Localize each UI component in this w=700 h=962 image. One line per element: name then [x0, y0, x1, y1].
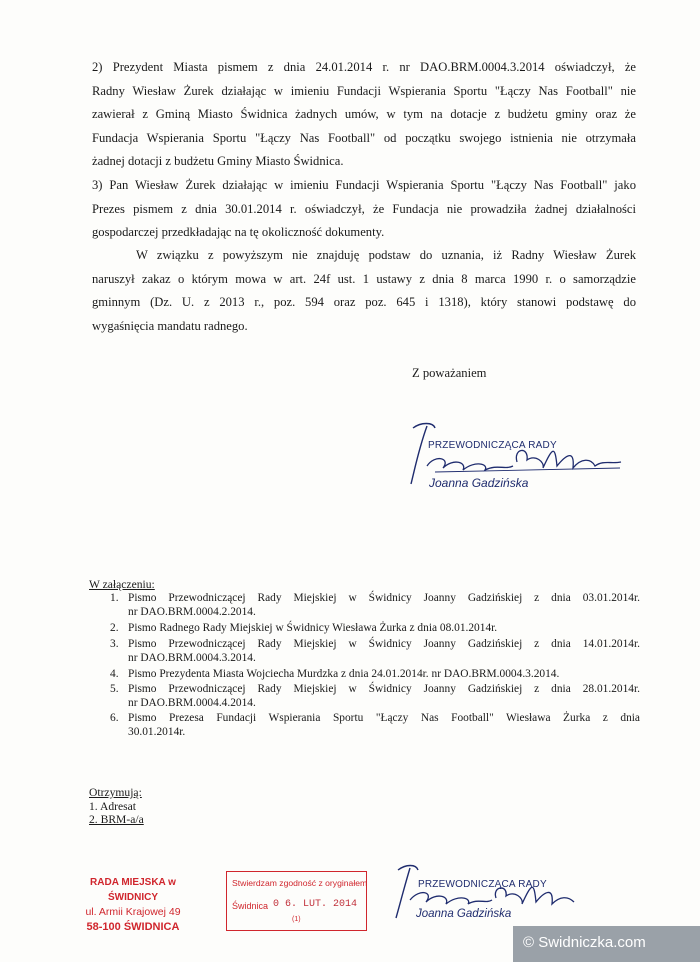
item-text: nr DAO.BRM.0004.4.2014. — [128, 696, 256, 709]
recipient-item: 2. BRM-a/a — [89, 813, 144, 826]
closing-text: Z poważaniem — [412, 366, 487, 380]
text-line: 3) Pan Wiesław Żurek działając w imieniu Fundacji Wspierania Sportu "Łączy Nas Football" jako — [92, 178, 636, 192]
stamp-line: 58-100 ŚWIDNICA — [86, 921, 180, 933]
stamp-title: PRZEWODNICZĄCA RADY — [418, 879, 547, 890]
attachment-item — [110, 683, 640, 710]
signature-block — [405, 418, 635, 498]
text-line: gospodarczej przedkładając na tę okoliczność dokumenty. — [92, 225, 385, 239]
item-text: Pismo Radnego Rady Miejskiej w Świdnicy Wiesława Żurka z dnia 08.01.2014r. — [128, 622, 498, 634]
item-number: 5. — [110, 683, 119, 695]
certify-date: 0 6. LUT. 2014 — [273, 899, 358, 910]
text-line: 2) Prezydent Miasta pismem z dnia 24.01.2014 r. nr DAO.BRM.0004.3.2014 oświadczył, że — [92, 60, 636, 74]
text-line: gminnym (Dz. U. z 2013 r., poz. 594 oraz poz. 645 i 1318), który stanowi podstawę do — [92, 295, 636, 309]
attachment-item — [110, 622, 640, 636]
watermark — [513, 926, 700, 962]
paragraph-2 — [92, 56, 636, 174]
text-line: wygaśnięcia mandatu radnego. — [92, 318, 248, 333]
item-text: Pismo Prezesa Fundacji Wspierania Sportu "Łączy Nas Football" Wiesława Żurka z dnia — [128, 712, 640, 724]
attachment-item — [110, 592, 640, 619]
certify-place: Świdnica — [232, 901, 269, 911]
item-text: Pismo Przewodniczącej Rady Miejskiej w Świdnicy Joanny Gadzińskiej z dnia 03.01.2014r. — [128, 592, 640, 604]
text-line: Fundacja Wspierania Sportu "Łączy Nas Football" od początku swojego istnienia nie otrzymała — [92, 130, 636, 145]
attachment-item — [110, 638, 640, 665]
certify-header: Stwierdzam zgodność z oryginałem — [232, 878, 368, 888]
paragraph-3 — [92, 174, 636, 245]
text-line: żadnej dotacji z budżetu Gminy Miasto Świdnica. — [92, 154, 344, 168]
item-text: Pismo Przewodniczącej Rady Miejskiej w Świdnicy Joanny Gadzińskiej z dnia 28.01.2014r. — [128, 683, 640, 695]
signature-name: Joanna Gadzińska — [429, 476, 529, 490]
text-line: zawierał z Gminą Miasto Świdnica żadnych umów, w tym na dotacje z budżetu gminy oraz że — [92, 107, 636, 121]
recipients-heading: Otrzymują: — [89, 786, 142, 799]
text-line: Radny Wiesław Żurek działając w imieniu Fundacji Wspierania Sportu "Łączy Nas Football" nie — [92, 83, 636, 98]
certification-stamp — [226, 871, 367, 931]
item-number: 2. — [110, 622, 119, 634]
item-number: 6. — [110, 712, 119, 724]
item-number: 4. — [110, 668, 119, 680]
stamp-name: Joanna Gadzińska — [416, 908, 512, 920]
watermark-text: © Swidniczka.com — [523, 934, 646, 951]
signature-title: PRZEWODNICZĄCA RADY — [428, 440, 557, 451]
item-number: 1. — [110, 592, 119, 604]
attachment-item — [110, 668, 640, 682]
item-text: Pismo Prezydenta Miasta Wojciecha Murdzka z dnia 24.01.2014r. nr DAO.BRM.0004.3.2014. — [128, 668, 560, 680]
item-text: 30.01.2014r. — [128, 725, 186, 738]
item-text: nr DAO.BRM.0004.2.2014. — [128, 605, 256, 618]
text-line: Prezes pismem z dnia 30.01.2014 r. oświadczył, że Fundacja nie prowadziła żadnej działalności — [92, 201, 636, 216]
conclusion-paragraph — [92, 244, 636, 338]
attachment-item — [110, 712, 640, 739]
item-number: 3. — [110, 638, 119, 650]
item-text: Pismo Przewodniczącej Rady Miejskiej w Świdnicy Joanny Gadzińskiej z dnia 14.01.2014r. — [128, 638, 640, 650]
stamp-line: RADA MIEJSKA w ŚWIDNICY — [90, 877, 176, 903]
chair-stamp — [392, 862, 582, 922]
item-text: nr DAO.BRM.0004.3.2014. — [128, 651, 256, 664]
recipients-block — [89, 786, 144, 827]
attachments-heading: W załączeniu: — [89, 578, 155, 591]
certify-footer: (1) — [292, 916, 301, 923]
text-line: naruszył zakaz o którym mowa w art. 24f ust. 1 ustawy z dnia 8 marca 1990 r. o samorządzie — [92, 271, 636, 286]
council-stamp — [68, 875, 198, 935]
stamp-line: ul. Armii Krajowej 49 — [85, 906, 181, 918]
text-line: W związku z powyższym nie znajduję podstaw do uznania, iż Radny Wiesław Żurek — [136, 248, 636, 262]
recipient-item: 1. Adresat — [89, 799, 137, 813]
